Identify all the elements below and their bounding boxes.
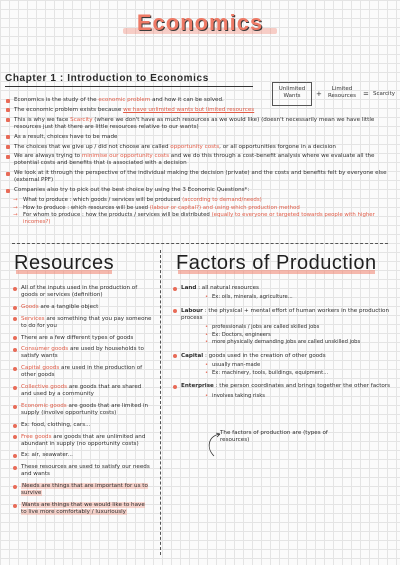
resource-text: Ex: food, clothing, cars... xyxy=(21,421,91,428)
dash-icon: • xyxy=(205,392,209,399)
intro-bullet xyxy=(5,153,393,167)
factor-sub xyxy=(172,362,392,369)
factor-capital xyxy=(172,353,392,360)
arrow-icon: → xyxy=(13,204,18,211)
formula-limited-resources: Limited Resources xyxy=(327,86,357,99)
title-wrap xyxy=(0,10,400,36)
bullet-dot xyxy=(13,317,17,321)
resource-text: All of the inputs used in the production of goods or services (definition) xyxy=(21,285,138,299)
resource-item xyxy=(12,365,152,379)
factor-sub-text: more physically demanding jobs are called unskilled jobs xyxy=(212,339,361,346)
bullet-dot xyxy=(6,135,10,139)
bullet-dot xyxy=(13,485,17,489)
intro-bullet xyxy=(5,187,393,194)
factor-desc: : all natural resources xyxy=(198,285,259,291)
bullet-dot xyxy=(173,309,177,313)
resources-list xyxy=(12,285,152,521)
bullet-dot xyxy=(13,454,17,458)
resource-item xyxy=(12,434,152,448)
bullet-highlight: opportunity costs xyxy=(170,143,220,150)
resource-text: are used by households to satisfy wants xyxy=(21,346,144,360)
bullet-dot xyxy=(13,405,17,409)
factors-heading-text: Factors of Production xyxy=(176,252,377,274)
bullet-text: (where we don't have as much resources as we would like) (doesn't necessarily mean we have little resources just that there are little resources relative to our wants) xyxy=(14,116,375,130)
dash-icon: • xyxy=(205,331,209,338)
economic-question xyxy=(5,212,393,225)
factor-name: Land xyxy=(181,285,197,291)
bullet-dot xyxy=(6,118,10,122)
question-highlight: (according to demand/needs) xyxy=(182,196,262,203)
page-title-text: Economics xyxy=(136,10,264,35)
bullet-dot xyxy=(6,145,10,149)
bullet-text: and we do this through a cost-benefit analysis where we evaluate all the potential costs and benefits that is associated with a decision xyxy=(14,153,375,167)
factor-sub-text: usually man-made xyxy=(212,362,261,369)
arrow-icon: → xyxy=(13,196,18,203)
resource-item xyxy=(12,316,152,330)
intro-bullet xyxy=(5,107,393,114)
resource-text: are goods that are unlimited and abundant in supply (no opportunity costs) xyxy=(21,433,146,447)
bullet-text: Economics is the study of the xyxy=(14,97,99,103)
bullet-dot xyxy=(13,348,17,352)
factor-sub xyxy=(172,393,392,400)
resource-item xyxy=(12,304,152,311)
bullet-dot xyxy=(6,99,10,103)
factor-sub xyxy=(172,370,392,377)
factor-sub-text: Ex: Doctors, engineers xyxy=(212,331,271,338)
resource-item xyxy=(12,464,152,478)
bullet-dot xyxy=(13,466,17,470)
resource-item xyxy=(12,422,152,429)
dash-icon: • xyxy=(205,339,209,346)
resource-item xyxy=(12,335,152,342)
resource-item xyxy=(12,502,152,516)
bullet-highlight: minimise our opportunity costs xyxy=(81,153,170,160)
factor-name: Labour xyxy=(181,307,203,314)
resource-text: are goods that are limited in supply (involve opportunity costs) xyxy=(21,402,149,417)
factor-sub xyxy=(172,332,392,339)
bullet-text: and how it can be solved. xyxy=(150,97,224,103)
bullet-dot xyxy=(6,108,10,112)
bullet-dot xyxy=(6,189,10,193)
bullet-dot xyxy=(13,367,17,371)
bullet-dot xyxy=(173,354,177,358)
bullet-dot xyxy=(13,386,17,390)
factor-sub xyxy=(172,324,392,331)
question-text: What to produce : which goods / services will be produced xyxy=(23,196,183,203)
dash-icon: • xyxy=(205,324,209,331)
factor-sub-text: Ex: machinery, tools, buildings, equipment... xyxy=(212,369,329,376)
factor-land xyxy=(172,285,392,292)
bullet-highlight: economic problem xyxy=(98,97,151,103)
bullet-text: This is why we face xyxy=(14,116,71,123)
factor-desc: : the physical + mental effort of human workers in the production process xyxy=(181,307,389,321)
question-text: How to produce : which resources will be used xyxy=(23,204,150,211)
formula-unlimited-wants: Unlimited Wants xyxy=(278,86,306,99)
resource-term: Services xyxy=(21,315,45,322)
resource-text: are used in the production of other goods xyxy=(21,365,143,379)
resources-heading-text: Resources xyxy=(14,252,115,274)
bullet-dot xyxy=(173,287,177,291)
bullet-text: We are always trying to xyxy=(14,153,82,160)
resource-term: Economic goods xyxy=(21,402,67,409)
resource-term: Goods xyxy=(21,303,39,310)
column-divider xyxy=(160,250,161,555)
bullet-text: Companies also try to pick out the best choice by using the 3 Economic Questions*: xyxy=(14,187,250,194)
resource-text: are goods that are shared and used by a community xyxy=(21,384,142,398)
bullet-dot xyxy=(13,306,17,310)
intro-bullet xyxy=(5,117,393,131)
resource-text: Wants are things that we would like to have to live more comfortably / luxuriously xyxy=(21,501,145,516)
resource-text: There are a few different types of goods xyxy=(21,334,134,341)
resource-item xyxy=(12,384,152,398)
bullet-dot xyxy=(6,172,10,176)
factors-heading xyxy=(176,252,377,275)
resource-term: Free goods xyxy=(21,433,52,440)
factor-sub-text: Ex: oils, minerals, agriculture... xyxy=(212,294,293,301)
dash-icon: • xyxy=(205,369,209,376)
resource-text: Needs are things that are important for us to survive xyxy=(21,483,148,497)
resource-text: These resources are used to satisfy our needs and wants xyxy=(21,464,150,478)
arrow-icon: → xyxy=(13,212,18,219)
intro-notes xyxy=(5,97,393,226)
bullet-dot xyxy=(13,287,17,291)
factor-desc: : goods used in the creation of other goods xyxy=(204,352,326,359)
question-highlight: (labour or capital?) and using which production method xyxy=(149,204,300,211)
intro-bullet xyxy=(5,134,393,141)
factor-name: Enterprise xyxy=(181,383,214,390)
intro-bullet xyxy=(5,97,393,104)
factor-labour xyxy=(172,308,392,322)
factor-sub-text: professionals / jobs are called skilled jobs xyxy=(212,324,320,331)
factor-desc: : the person coordinates and brings together the other factors xyxy=(215,383,391,390)
intro-bullet xyxy=(5,144,393,151)
resource-term: Capital goods xyxy=(21,365,60,372)
bullet-text: As a result, choices have to be made xyxy=(14,133,118,140)
section-divider xyxy=(12,243,388,244)
factors-list xyxy=(172,285,392,400)
dash-icon: • xyxy=(205,294,209,301)
factor-name: Capital xyxy=(181,352,204,359)
economic-question xyxy=(5,197,393,204)
resource-item xyxy=(12,483,152,497)
chapter-heading: Chapter 1 : Introduction to Economics xyxy=(5,73,209,84)
bullet-text: The economic problem exists because xyxy=(14,106,124,113)
formula-plus: + xyxy=(316,90,322,98)
resource-item xyxy=(12,403,152,417)
bullet-text: , or all opportunities forgone in a decision xyxy=(219,143,336,150)
question-highlight: (equally to everyone or targeted towards people with higher incomes?) xyxy=(23,212,375,225)
bullet-dot xyxy=(13,504,17,508)
bullet-dot xyxy=(173,385,177,389)
bullet-dot xyxy=(13,424,17,428)
resource-term: Collective goods xyxy=(21,384,68,391)
factor-enterprise xyxy=(172,383,392,390)
page-title xyxy=(133,10,267,36)
resources-heading xyxy=(14,252,114,275)
resource-text: Ex: air, seawater... xyxy=(21,452,73,459)
resource-item xyxy=(12,285,152,299)
question-text: For whom to produce : how the products / services will be distributed xyxy=(23,212,212,219)
bullet-dot xyxy=(6,155,10,159)
bullet-highlight: Scarcity xyxy=(70,116,93,123)
factor-sub xyxy=(172,294,392,301)
bullet-dot xyxy=(13,435,17,439)
resource-term: Consumer goods xyxy=(21,346,69,353)
factors-note: The factors of production are (types of resources) xyxy=(220,430,328,443)
factor-sub xyxy=(172,339,392,346)
resource-item xyxy=(12,452,152,459)
chapter-underline xyxy=(5,86,253,87)
formula-scarcity: Scarcity xyxy=(373,91,395,97)
factor-sub-text: involves taking risks xyxy=(212,392,265,399)
economic-question xyxy=(5,205,393,212)
bullet-text: The choices that we give up / did not choose are called xyxy=(14,143,171,150)
bullet-highlight: we have unlimited wants but limited resources xyxy=(123,106,255,113)
resource-text: are a tangible object xyxy=(38,303,99,310)
bullet-text: We look at it through the perspective of the individual making the decision (private) and the costs and benefits felt by everyone else (external PPF) xyxy=(14,170,387,184)
resource-text: are something that you pay someone to do for you xyxy=(21,315,152,329)
formula-equals: = xyxy=(363,90,369,98)
intro-bullet xyxy=(5,170,393,184)
dash-icon: • xyxy=(205,362,209,369)
bullet-dot xyxy=(13,336,17,340)
resource-item xyxy=(12,346,152,360)
